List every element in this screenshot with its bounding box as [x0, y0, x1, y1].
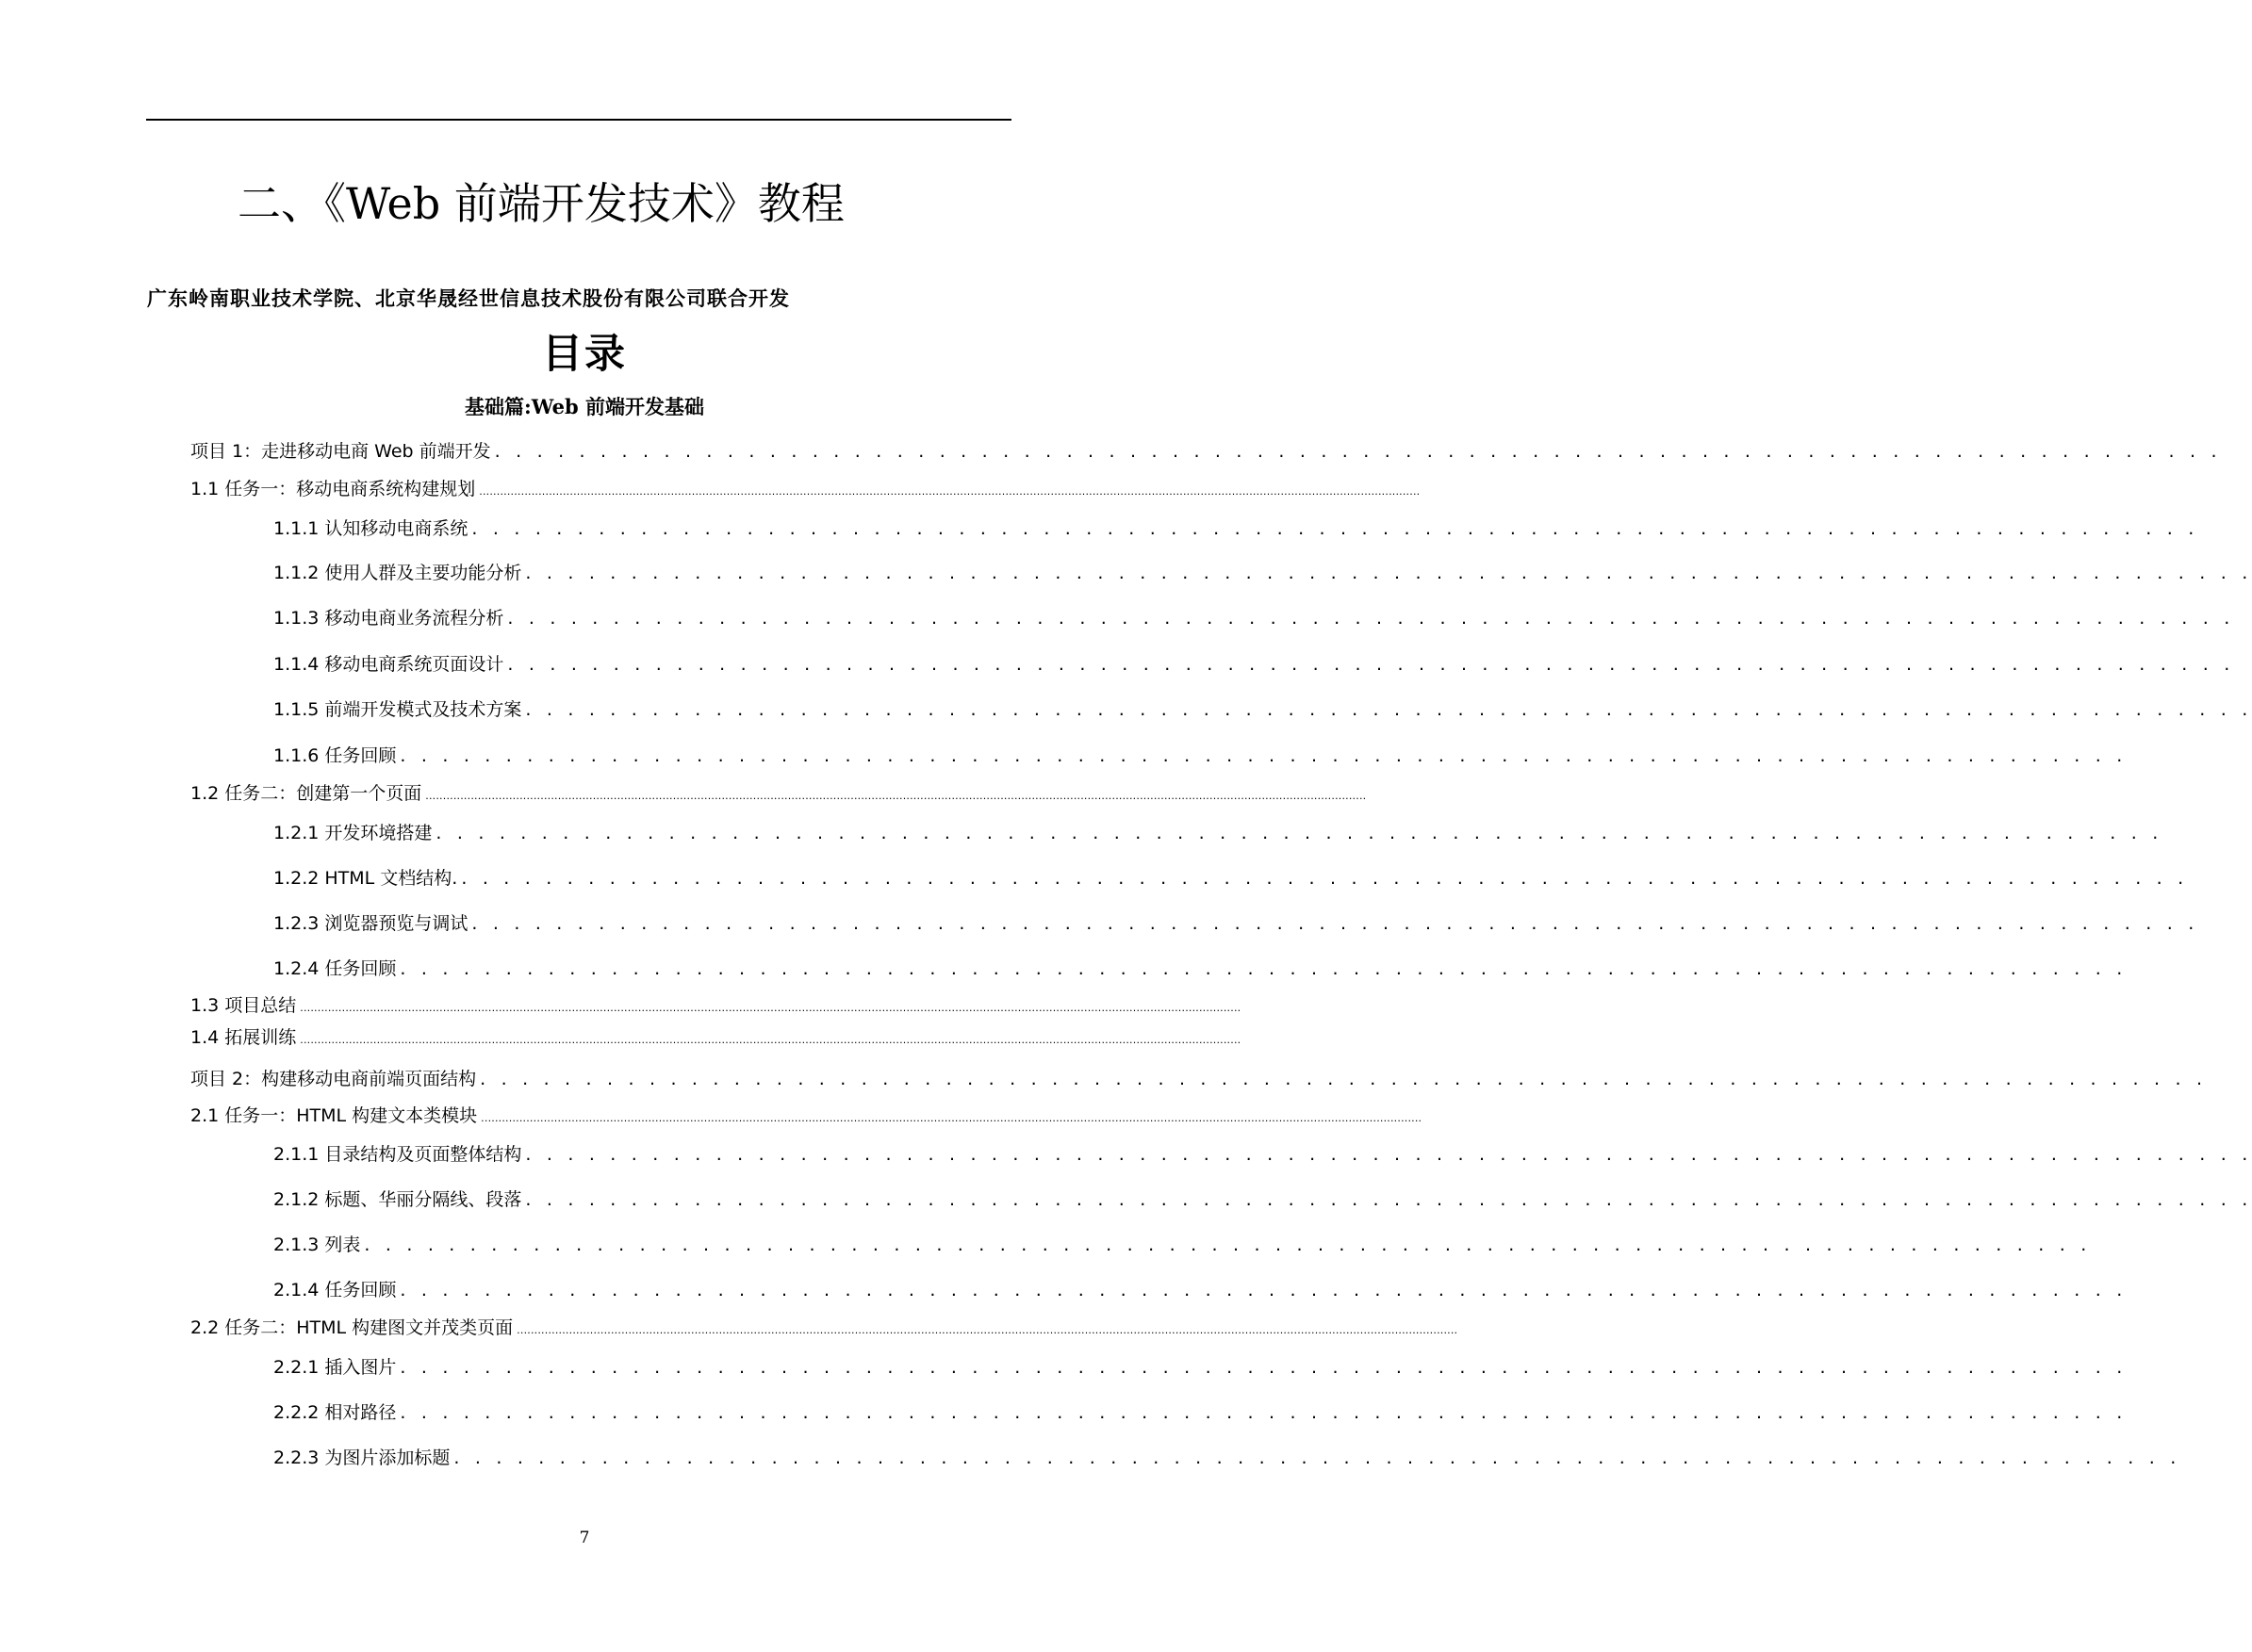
toc-leader-dots: ..............................................................................................................................................................................................................................................................................: [425, 790, 1367, 802]
toc-entry-project-1[interactable]: [190, 439, 2222, 464]
toc-entry-2-1-4[interactable]: [273, 1278, 2128, 1302]
document-subtitle: 广东岭南职业技术学院、北京华晟经世信息技术股份有限公司联合开发: [147, 286, 790, 310]
toc-heading: 目录: [542, 331, 627, 378]
toc-leader-dots: ..............................................................................................................................................................................................................................................................................: [481, 1112, 1422, 1124]
toc-entry-1-2[interactable]: [190, 781, 1367, 806]
toc-entry-label: 2.2 任务二：HTML 构建图文并茂类页面: [190, 1317, 514, 1338]
toc-entry-label: 1.1.1 认知移动电商系统: [273, 518, 468, 539]
toc-entry-label: 1.1 任务一：移动电商系统构建规划: [190, 479, 476, 499]
toc-entry-1-1-4[interactable]: [273, 652, 2235, 677]
toc-entry-label: 1.2 任务二：创建第一个页面: [190, 783, 422, 804]
toc-entry-project-2[interactable]: [190, 1067, 2208, 1091]
toc-entry-1-1-5[interactable]: [273, 697, 2252, 722]
toc-leader-dots: . . . . . . . . . . . . . . . . . . . . . . . . . . . . . . . . . . . . . . . . . . . . . . . . . . . . . . . . . . . . . . . . . . . . . . . . . . . . . . . . . .: [400, 1357, 2128, 1378]
toc-entry-1-1-6[interactable]: [273, 744, 2128, 768]
toc-entry-2-2-3[interactable]: [273, 1446, 2181, 1470]
toc-entry-label: 2.1.2 标题、华丽分隔线、段落: [273, 1189, 522, 1210]
toc-entry-label: 2.1.1 目录结构及页面整体结构: [273, 1144, 522, 1165]
toc-entry-label: 2.2.2 相对路径: [273, 1402, 397, 1423]
toc-entry-label: 1.3 项目总结: [190, 995, 297, 1016]
toc-entry-label: 1.2.4 任务回顾: [273, 958, 397, 979]
toc-leader-dots: . . . . . . . . . . . . . . . . . . . . . . . . . . . . . . . . . . . . . . . . . . . . . . . . . . . . . . . . . . . . . . . . . . . . . . . . . . . . . . . . . .: [494, 441, 2222, 462]
toc-entry-1-2-1[interactable]: [273, 821, 2163, 845]
toc-entry-label: 2.1 任务一：HTML 构建文本类模块: [190, 1105, 478, 1126]
toc-entry-label: 1.2.1 开发环境搭建: [273, 823, 433, 843]
toc-entry-2-2-2[interactable]: [273, 1400, 2128, 1425]
toc-leader-dots: ..............................................................................................................................................................................................................................................................................: [300, 1002, 1241, 1014]
toc-entry-label: 2.2.1 插入图片: [273, 1357, 397, 1378]
toc-entry-label: 1.1.5 前端开发模式及技术方案: [273, 699, 522, 720]
toc-entry-1-2-4[interactable]: [273, 957, 2128, 981]
toc-entry-label: 1.1.2 使用人群及主要功能分析: [273, 563, 522, 583]
toc-leader-dots: . . . . . . . . . . . . . . . . . . . . . . . . . . . . . . . . . . . . . . . . . . . . . . . . . . . . . . . . . . . . . . . . . . . . . . . . . . . . . . . . . .: [480, 1069, 2208, 1089]
toc-entry-label: 项目 2：构建移动电商前端页面结构: [190, 1069, 477, 1089]
toc-leader-dots: . . . . . . . . . . . . . . . . . . . . . . . . . . . . . . . . . . . . . . . . . . . . . . . . . . . . . . . . . . . . . . . . . . . . . . . . . . . . . . . . . .: [400, 1280, 2128, 1300]
toc-entry-label: 2.1.3 列表: [273, 1235, 361, 1255]
toc-leader-dots: . . . . . . . . . . . . . . . . . . . . . . . . . . . . . . . . . . . . . . . . . . . . . . . . . . . . . . . . . . . . . . . . . . . . . . . . . . . . . . . . . .: [364, 1235, 2092, 1255]
toc-entry-label: 2.2.3 为图片添加标题: [273, 1448, 451, 1468]
toc-leader-dots: ..............................................................................................................................................................................................................................................................................: [479, 485, 1421, 498]
toc-leader-dots: . . . . . . . . . . . . . . . . . . . . . . . . . . . . . . . . . . . . . . . . . . . . . . . . . . . . . . . . . . . . . . . . . . . . . . . . . . . . . . . . . .: [400, 1402, 2128, 1423]
toc-leader-dots: . . . . . . . . . . . . . . . . . . . . . . . . . . . . . . . . . . . . . . . . . . . . . . . . . . . . . . . . . . . . . . . . . . . . . . . . . . . . . . . . . .: [525, 1144, 2252, 1165]
toc-entry-1-3[interactable]: [190, 993, 1241, 1018]
toc-entry-label: 1.4 拓展训练: [190, 1027, 297, 1048]
toc-leader-dots: . . . . . . . . . . . . . . . . . . . . . . . . . . . . . . . . . . . . . . . . . . . . . . . . . . . . . . . . . . . . . . . . . . . . . . . . . . . . . . . . . .: [471, 913, 2199, 934]
toc-leader-dots: . . . . . . . . . . . . . . . . . . . . . . . . . . . . . . . . . . . . . . . . . . . . . . . . . . . . . . . . . . . . . . . . . . . . . . . . . . . . . . . . . .: [507, 608, 2235, 629]
toc-leader-dots: . . . . . . . . . . . . . . . . . . . . . . . . . . . . . . . . . . . . . . . . . . . . . . . . . . . . . . . . . . . . . . . . . . . . . . . . . . . . . . . . . .: [471, 518, 2199, 539]
toc-entry-label: 项目 1：走进移动电商 Web 前端开发: [190, 441, 491, 462]
toc-entry-2-2-1[interactable]: [273, 1355, 2128, 1380]
toc-section-title: 基础篇:Web 前端开发基础: [465, 395, 704, 418]
toc-leader-dots: . . . . . . . . . . . . . . . . . . . . . . . . . . . . . . . . . . . . . . . . . . . . . . . . . . . . . . . . . . . . . . . . . . . . . . . . . . . . . . . . . .: [461, 868, 2189, 889]
toc-entry-2-1[interactable]: [190, 1104, 1422, 1128]
toc-leader-dots: . . . . . . . . . . . . . . . . . . . . . . . . . . . . . . . . . . . . . . . . . . . . . . . . . . . . . . . . . . . . . . . . . . . . . . . . . . . . . . . . . .: [507, 654, 2235, 675]
toc-entry-1-2-2[interactable]: [273, 866, 2189, 891]
toc-entry-label: 1.2.2 HTML 文档结构.: [273, 868, 458, 889]
toc-leader-dots: . . . . . . . . . . . . . . . . . . . . . . . . . . . . . . . . . . . . . . . . . . . . . . . . . . . . . . . . . . . . . . . . . . . . . . . . . . . . . . . . . .: [525, 563, 2252, 583]
toc-leader-dots: . . . . . . . . . . . . . . . . . . . . . . . . . . . . . . . . . . . . . . . . . . . . . . . . . . . . . . . . . . . . . . . . . . . . . . . . . . . . . . . . . .: [525, 1189, 2252, 1210]
toc-entry-2-1-3[interactable]: [273, 1233, 2092, 1257]
page-number: 7: [579, 1529, 590, 1547]
toc-entry-label: 1.1.6 任务回顾: [273, 745, 397, 766]
toc-entry-1-2-3[interactable]: [273, 911, 2199, 936]
toc-entry-label: 1.1.4 移动电商系统页面设计: [273, 654, 504, 675]
toc-entry-label: 2.1.4 任务回顾: [273, 1280, 397, 1300]
toc-entry-2-2[interactable]: [190, 1316, 1458, 1340]
toc-leader-dots: ..............................................................................................................................................................................................................................................................................: [517, 1324, 1458, 1336]
toc-entry-label: 1.2.3 浏览器预览与调试: [273, 913, 468, 934]
toc-entry-2-1-1[interactable]: [273, 1142, 2252, 1167]
toc-entry-1-1[interactable]: [190, 477, 1421, 501]
toc-entry-label: 1.1.3 移动电商业务流程分析: [273, 608, 504, 629]
toc-leader-dots: . . . . . . . . . . . . . . . . . . . . . . . . . . . . . . . . . . . . . . . . . . . . . . . . . . . . . . . . . . . . . . . . . . . . . . . . . . . . . . . . . .: [436, 823, 2163, 843]
toc-entry-1-1-1[interactable]: [273, 516, 2199, 541]
toc-entry-1-1-3[interactable]: [273, 606, 2235, 630]
document-title: 二、《Web 前端开发技术》教程: [238, 178, 845, 229]
toc-leader-dots: . . . . . . . . . . . . . . . . . . . . . . . . . . . . . . . . . . . . . . . . . . . . . . . . . . . . . . . . . . . . . . . . . . . . . . . . . . . . . . . . . .: [400, 745, 2128, 766]
toc-leader-dots: ..............................................................................................................................................................................................................................................................................: [300, 1034, 1241, 1046]
toc-entry-2-1-2[interactable]: [273, 1187, 2252, 1212]
toc-leader-dots: . . . . . . . . . . . . . . . . . . . . . . . . . . . . . . . . . . . . . . . . . . . . . . . . . . . . . . . . . . . . . . . . . . . . . . . . . . . . . . . . . .: [453, 1448, 2181, 1468]
toc-leader-dots: . . . . . . . . . . . . . . . . . . . . . . . . . . . . . . . . . . . . . . . . . . . . . . . . . . . . . . . . . . . . . . . . . . . . . . . . . . . . . . . . . .: [525, 699, 2252, 720]
toc-entry-1-1-2[interactable]: [273, 561, 2252, 585]
toc-leader-dots: . . . . . . . . . . . . . . . . . . . . . . . . . . . . . . . . . . . . . . . . . . . . . . . . . . . . . . . . . . . . . . . . . . . . . . . . . . . . . . . . . .: [400, 958, 2128, 979]
toc-entry-1-4[interactable]: [190, 1025, 1241, 1050]
